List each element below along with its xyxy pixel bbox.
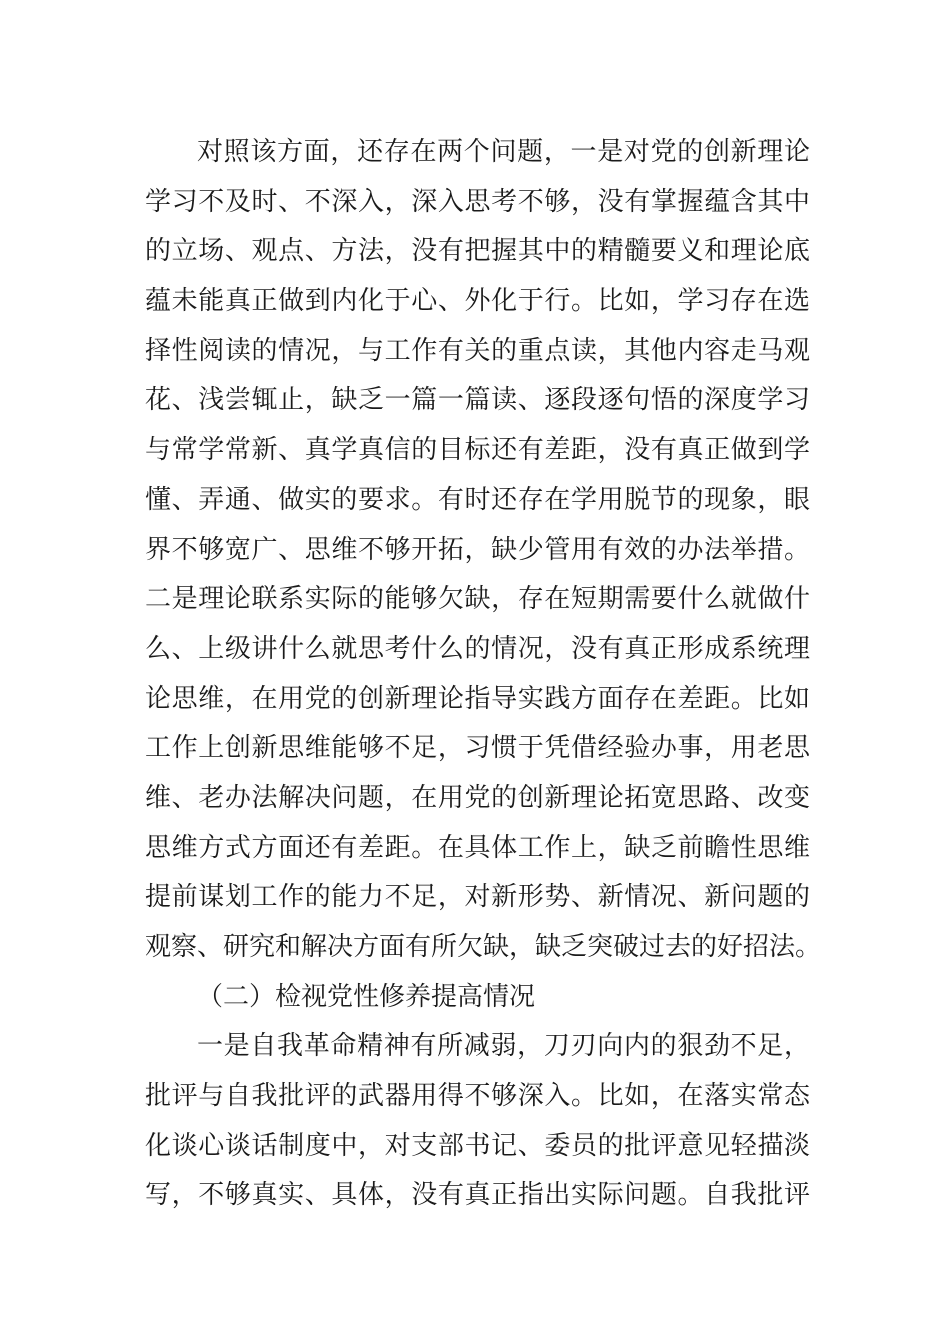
paragraph-line: 择性阅读的情况，与工作有关的重点读，其他内容走马观	[145, 335, 810, 366]
paragraph-line: 与常学常新、真学真信的目标还有差距，没有真正做到学	[145, 435, 810, 466]
paragraph-line: 维、老办法解决问题，在用党的创新理论拓宽思路、改变	[145, 782, 810, 813]
paragraph-line: 的立场、观点、方法，没有把握其中的精髓要义和理论底	[145, 236, 810, 267]
document-body	[145, 128, 822, 1221]
paragraph-line: 二是理论联系实际的能够欠缺，存在短期需要什么就做什	[145, 584, 810, 615]
paragraph-line: 界不够宽广、思维不够开拓，缺少管用有效的办法举措。	[145, 534, 810, 565]
paragraph-line: 思维方式方面还有差距。在具体工作上，缺乏前瞻性思维	[145, 832, 810, 863]
paragraph-line: 观察、研究和解决方面有所欠缺，缺乏突破过去的好招法。	[145, 932, 822, 962]
paragraph-line: 论思维，在用党的创新理论指导实践方面存在差距。比如	[145, 683, 810, 714]
paragraph-line: 批评与自我批评的武器用得不够深入。比如，在落实常态	[145, 1081, 810, 1112]
paragraph-line: 学习不及时、不深入，深入思考不够，没有掌握蕴含其中	[145, 186, 810, 217]
paragraph-line: 一是自我革命精神有所减弱，刀刃向内的狠劲不足，	[197, 1031, 810, 1062]
paragraph-line: 懂、弄通、做实的要求。有时还存在学用脱节的现象，眼	[145, 484, 810, 515]
paragraph-line: 工作上创新思维能够不足，习惯于凭借经验办事，用老思	[145, 733, 810, 764]
paragraph-line: 写，不够真实、具体，没有真正指出实际问题。自我批评	[145, 1180, 810, 1211]
paragraph-line: 提前谋划工作的能力不足，对新形势、新情况、新问题的	[145, 882, 810, 913]
paragraph-line: 花、浅尝辄止，缺乏一篇一篇读、逐段逐句悟的深度学习	[145, 385, 810, 416]
paragraph-line: 对照该方面，还存在两个问题，一是对党的创新理论	[197, 137, 810, 167]
paragraph-line: 么、上级讲什么就思考什么的情况，没有真正形成系统理	[145, 633, 810, 664]
paragraph-line: 化谈心谈话制度中，对支部书记、委员的批评意见轻描淡	[145, 1130, 810, 1161]
section-heading: （二）检视党性修养提高情况	[197, 981, 536, 1012]
paragraph-line: 蕴未能真正做到内化于心、外化于行。比如，学习存在选	[145, 286, 810, 317]
